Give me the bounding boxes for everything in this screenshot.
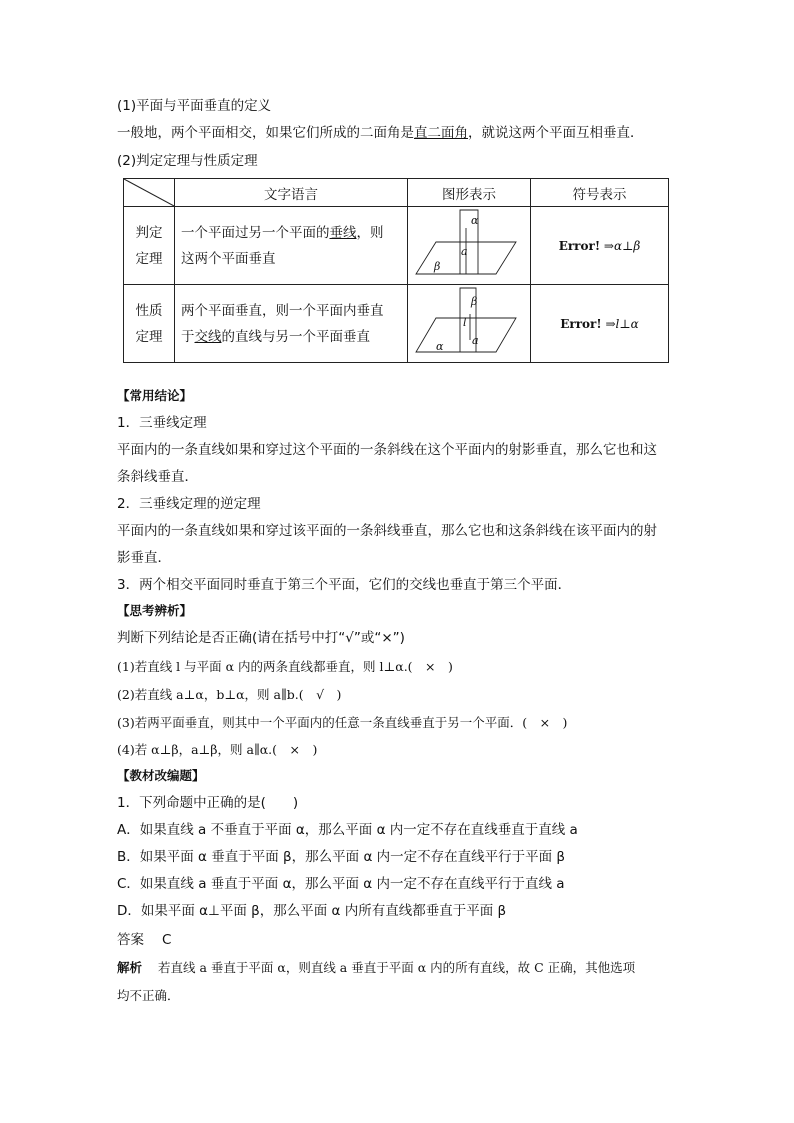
row-label-line: 性质: [135, 302, 163, 319]
table-row: [124, 285, 669, 363]
answer-line: [117, 930, 171, 950]
figure-label-beta: β: [434, 259, 441, 273]
property-figure: [414, 286, 524, 358]
criterion-text-line-1: [181, 220, 407, 246]
text-span: ，则: [356, 224, 384, 241]
figure-label-a: a: [472, 333, 479, 347]
criterion-figure-cell: [408, 207, 531, 285]
conclusion-2-title: 2．三垂线定理的逆定理: [117, 496, 261, 512]
property-figure-cell: [408, 285, 531, 363]
conclusion-1-text-line-1: 平面内的一条直线如果和穿过这个平面的一条斜线在这个平面内的射影垂直，那么它也和这: [117, 442, 657, 458]
definition-text-b: ，就说这两个平面互相垂直．: [468, 125, 644, 141]
symbol-conclusion: ⇒α⊥β: [600, 238, 641, 253]
header-figure: 图形表示: [408, 179, 531, 207]
section-title-definition: (1)平面与平面垂直的定义: [117, 98, 272, 114]
row-label-line: 定理: [135, 328, 163, 345]
definition-term-underlined: 直二面角: [414, 125, 468, 141]
definition-paragraph: [117, 123, 644, 143]
underlined-term: 交线: [194, 328, 222, 345]
table-row: [124, 207, 669, 285]
think-item: (1)若直线 l 与平面 α 内的两条直线都垂直，则 l⊥α.( × ): [117, 659, 453, 674]
think-item: (4)若 α⊥β，a⊥β，则 a∥α.( × ): [117, 742, 318, 757]
analysis-line-1: [117, 958, 635, 978]
section-title-theorems: (2)判定定理与性质定理: [117, 153, 258, 169]
analysis-text: 若直线 a 垂直于平面 α，则直线 a 垂直于平面 α 内的所有直线，故 C 正确，其他选项: [158, 960, 636, 975]
conclusion-1-text-line-2: 条斜线垂直．: [117, 469, 198, 485]
theorem-table: [123, 178, 669, 363]
figure-label-l: l: [463, 315, 467, 329]
criterion-text: [175, 207, 408, 285]
table-corner-cell: [124, 179, 175, 207]
property-symbol: [531, 285, 669, 363]
property-text-line-1: 两个平面垂直，则一个平面内垂直: [181, 302, 384, 319]
row-label-line: 定理: [135, 250, 163, 267]
definition-text-a: 一般地，两个平面相交，如果它们所成的二面角是: [117, 125, 414, 141]
symbol-conclusion: ⇒l⊥α: [601, 316, 639, 331]
section-header-textbook: 【教材改编题】: [117, 768, 205, 783]
section-header-think: 【思考辨析】: [117, 603, 193, 618]
row-label-criterion: [124, 207, 175, 285]
error-placeholder: Error!: [560, 316, 602, 331]
question-1-option-d: D．如果平面 α⊥平面 β，那么平面 α 内所有直线都垂直于平面 β: [117, 903, 507, 919]
figure-label-alpha: α: [436, 339, 444, 353]
symbol-expression: [560, 317, 639, 331]
question-1-option-c: C．如果直线 a 垂直于平面 α，那么平面 α 内一定不存在直线平行于直线 a: [117, 876, 565, 892]
table-header-row: [124, 179, 669, 207]
analysis-label: 解析: [117, 960, 143, 975]
think-intro: 判断下列结论是否正确(请在括号中打“√”或“×”): [117, 630, 405, 646]
property-text-line-2: [181, 324, 407, 350]
answer-value: C: [162, 932, 172, 948]
figure-label-alpha: α: [471, 213, 479, 227]
conclusion-2-text-line-2: 影垂直．: [117, 550, 171, 566]
row-label-line: 判定: [135, 224, 163, 241]
row-label-property: [124, 285, 175, 363]
conclusion-3-text: 3．两个相交平面同时垂直于第三个平面，它们的交线也垂直于第三个平面．: [117, 577, 572, 593]
analysis-line-2: 均不正确．: [117, 988, 180, 1003]
error-placeholder: Error!: [558, 238, 601, 253]
criterion-text-line-2: 这两个平面垂直: [181, 250, 276, 267]
text-span: 的直线与另一个平面垂直: [221, 328, 370, 345]
answer-label: 答案: [117, 932, 144, 948]
corner-diagonal-line: [124, 179, 174, 206]
header-text-language: 文字语言: [175, 179, 408, 207]
figure-label-a: a: [461, 244, 468, 258]
question-1-option-a: A．如果直线 a 不垂直于平面 α，那么平面 α 内一定不存在直线垂直于直线 a: [117, 822, 578, 838]
think-item: (2)若直线 a⊥α，b⊥α，则 a∥b.( √ ): [117, 687, 342, 702]
header-symbol: 符号表示: [531, 179, 669, 207]
property-text: [175, 285, 408, 363]
figure-label-beta: β: [471, 294, 478, 308]
criterion-figure: [414, 208, 524, 280]
think-item: (3)若两平面垂直，则其中一个平面内的任意一条直线垂直于另一个平面．( × ): [117, 715, 568, 730]
section-header-common-conclusions: 【常用结论】: [117, 388, 193, 403]
conclusion-1-title: 1．三垂线定理: [117, 415, 207, 431]
question-1-option-b: B．如果平面 α 垂直于平面 β，那么平面 α 内一定不存在直线平行于平面 β: [117, 849, 566, 865]
symbol-expression: [559, 239, 641, 253]
underlined-term: 垂线: [329, 224, 357, 241]
text-span: 于: [181, 328, 195, 345]
question-1-stem: 1．下列命题中正确的是( ): [117, 795, 299, 811]
criterion-symbol: [531, 207, 669, 285]
conclusion-2-text-line-1: 平面内的一条直线如果和穿过该平面的一条斜线垂直，那么它也和这条斜线在该平面内的射: [117, 523, 657, 539]
text-span: 一个平面过另一个平面的: [181, 224, 330, 241]
